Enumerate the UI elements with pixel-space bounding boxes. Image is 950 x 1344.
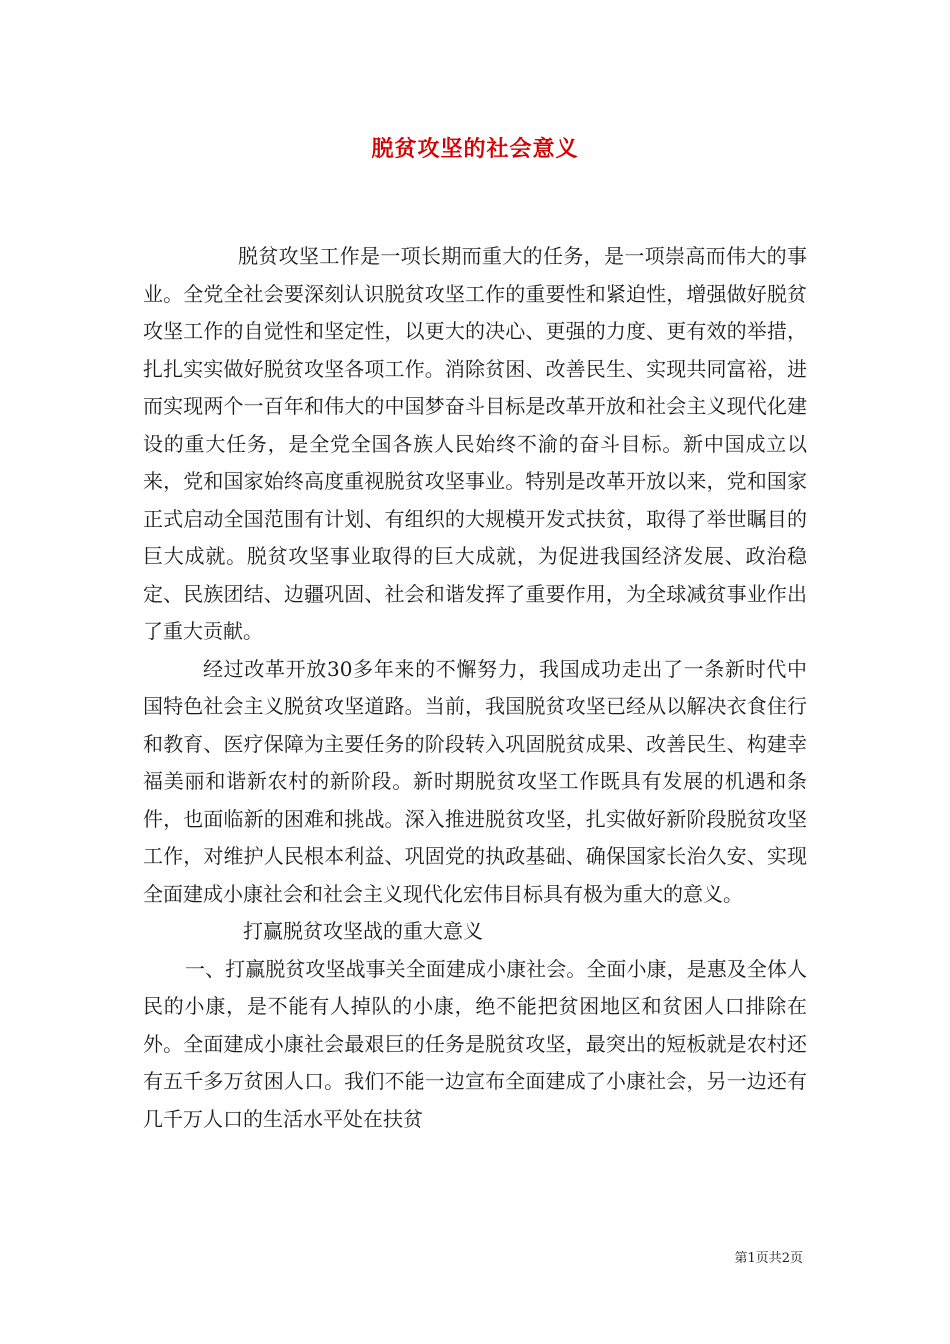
page-number: 第1页共2页 [734, 1251, 803, 1266]
paragraph-3: 一、打赢脱贫攻坚战事关全面建成小康社会。全面小康，是惠及全体人民的小康，是不能有人掉队的小康，绝不能把贫困地区和贫困人口排除在外。全面建成小康社会最艰巨的任务是脱贫攻坚，最突出的短板就是农村还有五千多万贫困人口。我们不能一边宣布全面建成了小康社会，另一边还有几千万人口的生活水平处在扶贫 [143, 956, 807, 1131]
paragraph-2: 经过改革开放30多年来的不懈努力，我国成功走出了一条新时代中国特色社会主义脱贫攻坚道路。当前，我国脱贫攻坚已经从以解决衣食住行和教育、医疗保障为主要任务的阶段转入巩固脱贫成果、改善民生、构建幸福美丽和谐新农村的新阶段。新时期脱贫攻坚工作既具有发展的机遇和条件，也面临新的困难和挑战。深入推进脱贫攻坚，扎实做好新阶段脱贫攻坚工作，对维护人民根本利益、巩固党的执政基础、确保国家长治久安、实现全面建成小康社会和社会主义现代化宏伟目标具有极为重大的意义。 [143, 656, 807, 906]
paragraph-1: 脱贫攻坚工作是一项长期而重大的任务，是一项崇高而伟大的事业。全党全社会要深刻认识脱贫攻坚工作的重要性和紧迫性，增强做好脱贫攻坚工作的自觉性和坚定性，以更大的决心、更强的力度、更有效的举措，扎扎实实做好脱贫攻坚各项工作。消除贫困、改善民生、实现共同富裕，进而实现两个一百年和伟大的中国梦奋斗目标是改革开放和社会主义现代化建设的重大任务，是全党全国各族人民始终不渝的奋斗目标。新中国成立以来，党和国家始终高度重视脱贫攻坚事业。特别是改革开放以来，党和国家正式启动全国范围有计划、有组织的大规模开发式扶贫，取得了举世瞩目的巨大成就。脱贫攻坚事业取得的巨大成就，为促进我国经济发展、政治稳定、民族团结、边疆巩固、社会和谐发挥了重要作用，为全球减贫事业作出了重大贡献。 [143, 244, 807, 643]
section-subheading: 打赢脱贫攻坚战的重大意义 [243, 919, 483, 943]
document-body [143, 238, 807, 1138]
document-title: 脱贫攻坚的社会意义 [371, 136, 579, 162]
